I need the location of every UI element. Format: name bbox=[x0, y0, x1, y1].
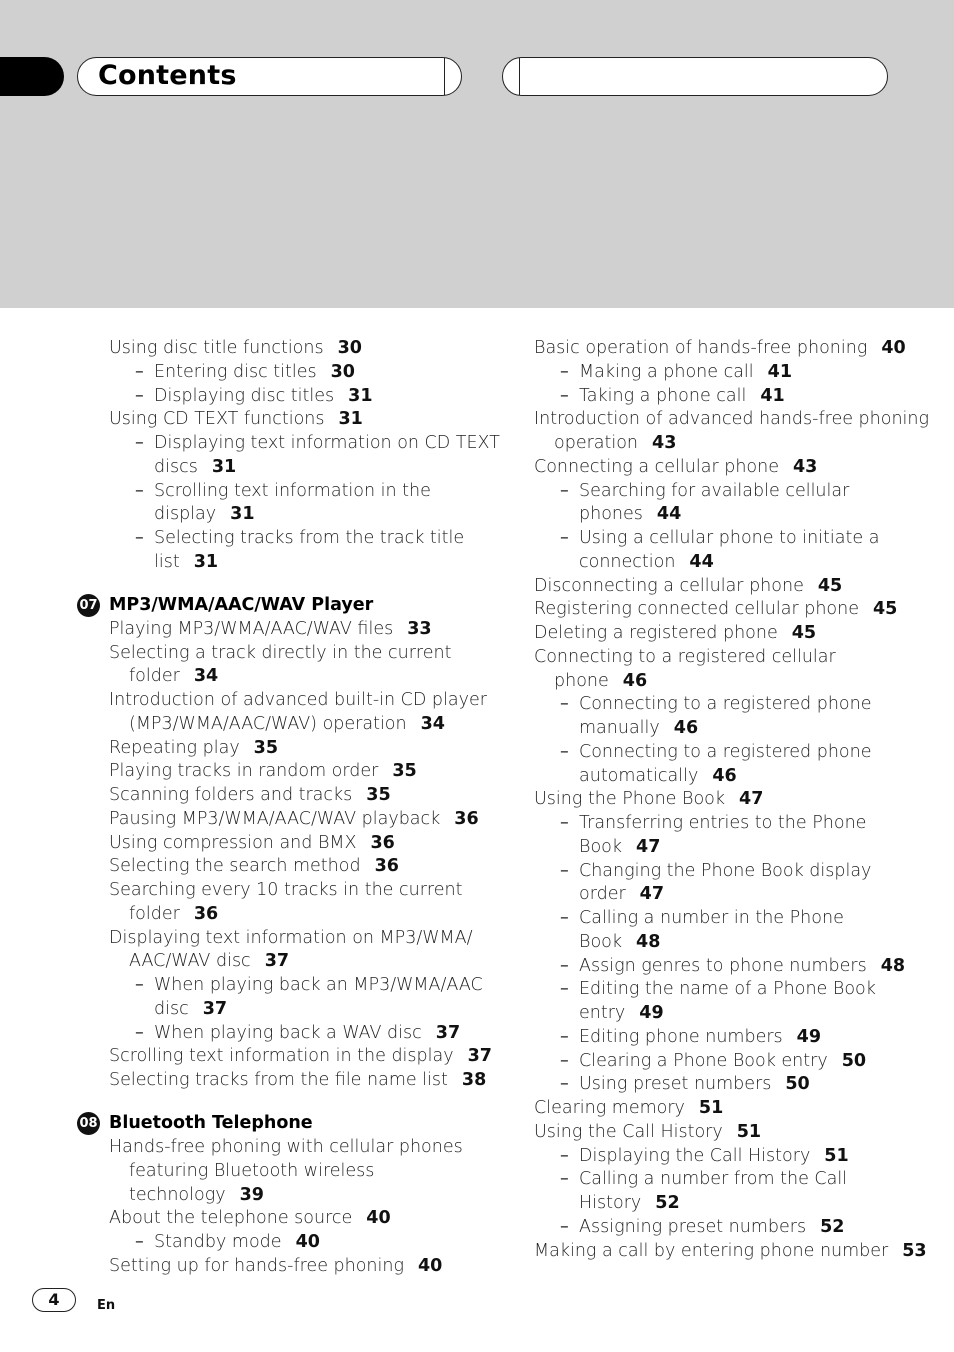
toc-page-number: 46 bbox=[712, 765, 737, 786]
toc-entry-text: folder bbox=[129, 666, 180, 687]
toc-entry-text: discs bbox=[154, 456, 198, 477]
toc-entry[interactable] bbox=[579, 741, 872, 763]
toc-page-number: 38 bbox=[461, 1070, 487, 1090]
toc-page-number: 45 bbox=[791, 623, 817, 643]
toc-dash: – bbox=[560, 694, 569, 715]
toc-entry[interactable] bbox=[579, 1145, 849, 1167]
toc-page-number: 33 bbox=[407, 618, 432, 639]
toc-entry-text: Displaying disc titles bbox=[154, 385, 335, 406]
toc-entry[interactable] bbox=[109, 408, 363, 430]
toc-entry[interactable] bbox=[109, 1069, 486, 1091]
toc-page-number: 40 bbox=[417, 1255, 443, 1276]
toc-entry-text: Registering connected cellular phone bbox=[534, 599, 859, 620]
toc-page-number: 41 bbox=[760, 385, 785, 406]
toc-page-number: 50 bbox=[841, 1050, 867, 1071]
toc-entry-text: connection bbox=[579, 551, 676, 572]
page-number: 4 bbox=[32, 1288, 76, 1312]
toc-entry[interactable] bbox=[579, 1002, 664, 1024]
toc-entry[interactable] bbox=[579, 978, 876, 1000]
toc-entry-text: Editing phone numbers bbox=[579, 1026, 783, 1047]
toc-page-number: 49 bbox=[796, 1026, 822, 1047]
toc-page-number: 37 bbox=[467, 1046, 492, 1067]
toc-entry[interactable] bbox=[579, 1073, 810, 1095]
toc-entry[interactable] bbox=[579, 812, 866, 834]
toc-entry-text: Deleting a registered phone bbox=[534, 623, 778, 643]
toc-entry[interactable] bbox=[579, 1216, 844, 1238]
toc-entry-text: operation bbox=[554, 433, 639, 453]
toc-entry-text: folder bbox=[129, 903, 180, 924]
section-tab bbox=[0, 57, 64, 96]
toc-entry-text: Standby mode bbox=[154, 1232, 282, 1252]
toc-entry[interactable] bbox=[109, 1255, 442, 1277]
toc-page-number: 40 bbox=[366, 1208, 391, 1229]
toc-entry-text: Calling a number in the Phone bbox=[579, 908, 844, 928]
toc-entry[interactable] bbox=[109, 784, 391, 806]
toc-entry[interactable] bbox=[154, 361, 355, 383]
toc-entry[interactable] bbox=[534, 575, 842, 597]
toc-entry[interactable] bbox=[109, 1207, 391, 1229]
toc-page-number: 31 bbox=[211, 456, 237, 477]
toc-entry-text: Displaying the Call History bbox=[579, 1145, 811, 1166]
toc-entry-text: Using a cellular phone to initiate a bbox=[579, 528, 880, 548]
toc-entry[interactable] bbox=[154, 385, 373, 407]
toc-entry-text: Assign genres to phone numbers bbox=[579, 955, 867, 976]
toc-dash: – bbox=[560, 480, 569, 501]
toc-entry-text: Entering disc titles bbox=[154, 361, 317, 382]
toc-entry-text: Making a call by entering phone number bbox=[534, 1240, 889, 1261]
toc-entry[interactable] bbox=[534, 1097, 723, 1119]
toc-entry-text: Book bbox=[579, 931, 623, 952]
toc-entry-text: Transferring entries to the Phone bbox=[579, 813, 867, 833]
toc-entry[interactable] bbox=[109, 1136, 463, 1158]
toc-entry-text: Playing tracks in random order bbox=[109, 761, 379, 782]
toc-entry-text: featuring Bluetooth wireless bbox=[129, 1160, 375, 1181]
toc-entry[interactable] bbox=[154, 432, 500, 454]
toc-dash: – bbox=[560, 813, 569, 833]
toc-entry[interactable] bbox=[129, 950, 289, 972]
section-title: MP3/WMA/AAC/WAV Player bbox=[109, 595, 374, 615]
toc-entry[interactable] bbox=[579, 860, 871, 882]
toc-entry[interactable] bbox=[534, 408, 929, 430]
toc-entry-text: Hands-free phoning with cellular phones bbox=[109, 1137, 463, 1157]
toc-entry-text: entry bbox=[579, 1003, 626, 1023]
toc-entry-text: Using disc title functions bbox=[109, 338, 324, 358]
toc-page-number: 40 bbox=[881, 338, 906, 358]
toc-entry-text: Selecting a track directly in the current bbox=[109, 642, 452, 663]
toc-entry-text: Disconnecting a cellular phone bbox=[534, 575, 804, 596]
toc-page-number: 31 bbox=[193, 551, 219, 572]
toc-entry-text: manually bbox=[579, 718, 660, 738]
toc-entry-text: Book bbox=[579, 836, 623, 857]
toc-entry[interactable] bbox=[154, 974, 483, 996]
toc-entry-text: list bbox=[154, 551, 180, 572]
header-band bbox=[0, 0, 954, 308]
toc-dash: – bbox=[560, 385, 569, 406]
toc-entry-text: Pausing MP3/WMA/AAC/WAV playback bbox=[109, 808, 441, 829]
toc-page-number: 36 bbox=[193, 903, 219, 924]
toc-page-number: 43 bbox=[792, 456, 818, 477]
toc-entry-text: Connecting to a registered phone bbox=[579, 694, 872, 715]
toc-entry[interactable] bbox=[534, 646, 836, 668]
toc-entry[interactable] bbox=[154, 1231, 320, 1253]
toc-entry[interactable] bbox=[154, 551, 218, 573]
toc-entry[interactable] bbox=[579, 693, 872, 715]
toc-entry-text: Using compression and BMX bbox=[109, 832, 357, 853]
toc-entry[interactable] bbox=[109, 760, 417, 782]
toc-entry-text: AAC/WAV disc bbox=[129, 951, 251, 972]
toc-entry-text: (MP3/WMA/AAC/WAV) operation bbox=[129, 713, 407, 734]
toc-entry-text: About the telephone source bbox=[109, 1208, 353, 1229]
toc-page-number: 48 bbox=[880, 955, 906, 976]
toc-dash: – bbox=[135, 528, 144, 548]
toc-entry-text: Using the Call History bbox=[534, 1121, 723, 1142]
language-label: En bbox=[97, 1298, 116, 1313]
toc-page-number: 37 bbox=[435, 1022, 461, 1043]
toc-page-number: 31 bbox=[230, 504, 255, 525]
toc-page-number: 39 bbox=[239, 1184, 264, 1205]
toc-page-number: 34 bbox=[420, 713, 445, 734]
toc-entry[interactable] bbox=[534, 788, 763, 810]
toc-entry-text: Making a phone call bbox=[579, 361, 754, 382]
toc-entry[interactable] bbox=[129, 665, 218, 687]
toc-entry[interactable] bbox=[579, 1026, 821, 1048]
toc-page-number: 52 bbox=[820, 1216, 845, 1237]
toc-dash: – bbox=[135, 361, 144, 382]
toc-page-number: 36 bbox=[370, 832, 395, 853]
toc-entry-text: Connecting to a registered phone bbox=[579, 741, 872, 762]
toc-page-number: 46 bbox=[673, 718, 699, 738]
toc-page-number: 31 bbox=[348, 385, 373, 406]
toc-entry[interactable] bbox=[109, 337, 362, 359]
toc-entry[interactable] bbox=[579, 385, 785, 407]
toc-entry[interactable] bbox=[554, 670, 647, 692]
toc-entry[interactable] bbox=[579, 1168, 847, 1190]
toc-entry[interactable] bbox=[154, 998, 227, 1020]
header-right-box bbox=[502, 57, 888, 96]
section-number-badge: 07 bbox=[77, 594, 100, 617]
toc-dash: – bbox=[560, 1050, 569, 1071]
toc-page-number: 35 bbox=[253, 737, 279, 758]
toc-entry-text: Connecting a cellular phone bbox=[534, 456, 779, 477]
toc-page-number: 35 bbox=[392, 761, 417, 782]
toc-entry-text: Clearing memory bbox=[534, 1098, 685, 1118]
toc-page-number: 52 bbox=[655, 1193, 680, 1213]
section-title: Bluetooth Telephone bbox=[109, 1113, 313, 1134]
toc-entry-text: phones bbox=[579, 504, 643, 525]
toc-page-number: 51 bbox=[698, 1098, 724, 1118]
toc-page-number: 30 bbox=[330, 361, 355, 382]
toc-entry[interactable] bbox=[579, 717, 698, 739]
toc-entry[interactable] bbox=[579, 480, 849, 502]
toc-dash: – bbox=[135, 975, 144, 995]
toc-entry-text: Selecting tracks from the track title bbox=[154, 528, 465, 548]
toc-entry-text: Basic operation of hands-free phoning bbox=[534, 338, 868, 358]
toc-entry[interactable] bbox=[109, 879, 462, 901]
toc-entry[interactable] bbox=[579, 551, 714, 573]
toc-page-number: 51 bbox=[824, 1145, 849, 1166]
toc-entry[interactable] bbox=[579, 883, 664, 905]
toc-entry[interactable] bbox=[109, 689, 487, 711]
toc-dash: – bbox=[560, 741, 569, 762]
toc-dash: – bbox=[135, 1232, 144, 1252]
toc-page-number: 40 bbox=[295, 1232, 320, 1252]
toc-entry-text: Selecting tracks from the file name list bbox=[109, 1070, 448, 1090]
toc-entry-text: Assigning preset numbers bbox=[579, 1216, 807, 1237]
toc-entry-text: Using the Phone Book bbox=[534, 789, 726, 810]
toc-entry[interactable] bbox=[579, 907, 844, 929]
toc-entry[interactable] bbox=[579, 527, 879, 549]
toc-page-number: 36 bbox=[374, 856, 399, 877]
toc-entry[interactable] bbox=[579, 361, 792, 383]
toc-entry[interactable] bbox=[109, 642, 451, 664]
toc-entry[interactable] bbox=[109, 855, 399, 877]
toc-page-number: 41 bbox=[767, 361, 793, 382]
toc-entry[interactable] bbox=[109, 1045, 492, 1067]
toc-entry-text: Scrolling text information in the display bbox=[109, 1046, 454, 1067]
toc-page-number: 37 bbox=[202, 998, 228, 1019]
toc-entry[interactable] bbox=[579, 931, 660, 953]
toc-entry[interactable] bbox=[534, 1121, 761, 1143]
toc-page-number: 37 bbox=[264, 951, 290, 972]
toc-dash: – bbox=[560, 908, 569, 928]
toc-entry[interactable] bbox=[109, 808, 479, 830]
toc-entry-text: Setting up for hands-free phoning bbox=[109, 1255, 404, 1276]
toc-page-number: 46 bbox=[622, 670, 648, 691]
toc-entry-text: Using CD TEXT functions bbox=[109, 409, 325, 430]
toc-entry[interactable] bbox=[109, 927, 473, 949]
toc-entry-text: Introduction of advanced built-in CD player bbox=[109, 690, 487, 710]
toc-entry-text: Introduction of advanced hands-free phoning bbox=[534, 409, 929, 430]
toc-page-number: 51 bbox=[736, 1121, 762, 1142]
toc-entry-text: disc bbox=[154, 998, 189, 1019]
toc-entry[interactable] bbox=[109, 618, 432, 640]
toc-entry[interactable] bbox=[154, 1022, 460, 1044]
toc-entry[interactable] bbox=[129, 713, 445, 735]
toc-entry-text: Changing the Phone Book display bbox=[579, 860, 872, 881]
toc-entry-text: Displaying text information on CD TEXT bbox=[154, 433, 500, 453]
toc-page-number: 47 bbox=[636, 836, 661, 857]
toc-dash: – bbox=[560, 1074, 569, 1095]
toc-page-number: 45 bbox=[817, 575, 843, 596]
toc-entry[interactable] bbox=[579, 1192, 680, 1214]
toc-page-number: 31 bbox=[338, 409, 363, 430]
toc-entry[interactable] bbox=[534, 622, 816, 644]
toc-entry-text: Searching every 10 tracks in the current bbox=[109, 880, 463, 900]
toc-entry[interactable] bbox=[129, 1184, 264, 1206]
toc-dash: – bbox=[560, 1026, 569, 1047]
toc-page-number: 53 bbox=[902, 1240, 927, 1261]
page-title: Contents bbox=[98, 60, 237, 91]
toc-page-number: 49 bbox=[639, 1003, 664, 1023]
toc-page-number: 50 bbox=[785, 1074, 810, 1095]
toc-entry-text: Calling a number from the Call bbox=[579, 1169, 848, 1190]
toc-entry-text: Scrolling text information in the bbox=[154, 480, 431, 501]
toc-entry-text: order bbox=[579, 884, 626, 905]
toc-page-number: 48 bbox=[636, 931, 661, 952]
title-box bbox=[77, 57, 462, 96]
toc-entry-text: When playing back a WAV disc bbox=[154, 1022, 422, 1043]
toc-entry[interactable] bbox=[154, 456, 236, 478]
toc-entry[interactable] bbox=[129, 1160, 374, 1182]
toc-dash: – bbox=[560, 1169, 569, 1190]
toc-entry[interactable] bbox=[534, 598, 897, 620]
toc-entry[interactable] bbox=[109, 832, 395, 854]
toc-entry[interactable] bbox=[109, 737, 278, 759]
toc-entry-text: automatically bbox=[579, 765, 699, 786]
toc-entry-text: Repeating play bbox=[109, 737, 240, 758]
toc-entry-text: Searching for available cellular bbox=[579, 480, 850, 501]
toc-page-number: 44 bbox=[656, 504, 682, 525]
toc-entry[interactable] bbox=[554, 432, 676, 454]
toc-page-number: 30 bbox=[337, 338, 362, 358]
toc-dash: – bbox=[560, 1216, 569, 1237]
toc-page-number: 36 bbox=[454, 808, 479, 829]
toc-page-number: 47 bbox=[739, 789, 764, 810]
toc-dash: – bbox=[560, 860, 569, 881]
toc-entry[interactable] bbox=[129, 903, 218, 925]
toc-page-number: 47 bbox=[639, 884, 665, 905]
toc-entry[interactable] bbox=[534, 456, 817, 478]
toc-entry-text: Using preset numbers bbox=[579, 1074, 772, 1095]
toc-entry-text: Playing MP3/WMA/AAC/WAV files bbox=[109, 618, 394, 639]
toc-entry[interactable] bbox=[579, 836, 660, 858]
toc-dash: – bbox=[560, 979, 569, 1000]
toc-entry[interactable] bbox=[534, 337, 906, 359]
toc-entry[interactable] bbox=[579, 765, 737, 787]
toc-entry-text: When playing back an MP3/WMA/AAC bbox=[154, 975, 483, 995]
toc-page-number: 45 bbox=[872, 599, 898, 620]
toc-dash: – bbox=[560, 528, 569, 548]
toc-entry-text: display bbox=[154, 504, 217, 525]
toc-entry-text: Displaying text information on MP3/WMA/ bbox=[109, 927, 473, 948]
toc-dash: – bbox=[135, 480, 144, 501]
toc-entry-text: Taking a phone call bbox=[579, 385, 747, 406]
toc-page-number: 35 bbox=[366, 785, 391, 805]
toc-entry[interactable] bbox=[579, 503, 681, 525]
toc-dash: – bbox=[560, 955, 569, 976]
toc-page-number: 44 bbox=[689, 551, 714, 572]
toc-dash: – bbox=[560, 1145, 569, 1166]
toc-entry-text: Scanning folders and tracks bbox=[109, 785, 353, 805]
section-number-badge: 08 bbox=[77, 1112, 100, 1135]
toc-entry-text: Selecting the search method bbox=[109, 856, 361, 877]
toc-entry-text: Clearing a Phone Book entry bbox=[579, 1050, 828, 1071]
toc-entry-text: History bbox=[579, 1193, 642, 1213]
toc-entry-text: phone bbox=[554, 670, 609, 691]
toc-entry[interactable] bbox=[154, 527, 464, 549]
toc-dash: – bbox=[135, 1022, 144, 1043]
toc-entry-text: Connecting to a registered cellular bbox=[534, 646, 836, 667]
toc-dash: – bbox=[135, 433, 144, 453]
toc-entry[interactable] bbox=[534, 1240, 927, 1262]
toc-entry-text: Editing the name of a Phone Book bbox=[579, 979, 876, 1000]
toc-entry[interactable] bbox=[154, 503, 255, 525]
toc-dash: – bbox=[560, 361, 569, 382]
toc-page-number: 34 bbox=[193, 666, 219, 687]
toc-entry[interactable] bbox=[579, 955, 905, 977]
toc-page-number: 43 bbox=[652, 433, 677, 453]
toc-entry[interactable] bbox=[579, 1050, 866, 1072]
toc-entry-text: technology bbox=[129, 1184, 226, 1205]
toc-dash: – bbox=[135, 385, 144, 406]
toc-entry[interactable] bbox=[154, 480, 431, 502]
